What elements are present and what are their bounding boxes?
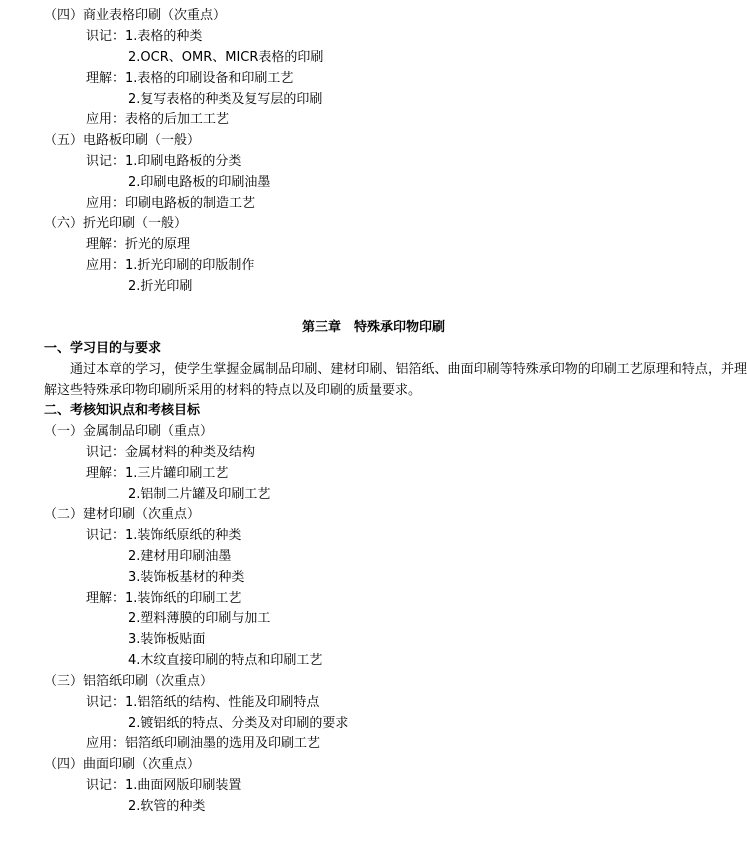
- section-heading: （五）电路板印刷（一般）: [44, 133, 201, 148]
- outline-item: 2.软管的种类: [128, 799, 206, 814]
- outline-item: 识记：1.表格的种类: [86, 29, 203, 44]
- section-heading: （六）折光印刷（一般）: [44, 216, 188, 231]
- outline-item: 识记：1.装饰纸原纸的种类: [86, 528, 242, 543]
- section-heading: （二）建材印刷（次重点）: [44, 507, 201, 522]
- chapter-title: 第三章 特殊承印物印刷: [301, 320, 445, 335]
- outline-item: 应用：表格的后加工工艺: [86, 112, 230, 127]
- outline-item: 应用：1.折光印刷的印版制作: [86, 258, 255, 273]
- outline-item: 理解：1.表格的印刷设备和印刷工艺: [86, 71, 294, 86]
- outline-item: 识记：1.印刷电路板的分类: [86, 154, 242, 169]
- goal-paragraph: 通过本章的学习，使学生掌握金属制品印刷、建材印刷、铝箔纸、曲面印刷等特殊承印物的印刷工艺原理和特点，并理解这些特殊承印物印刷所采用的材料的特点以及印刷的质量要求。: [44, 362, 747, 398]
- outline-item: 2.塑料薄膜的印刷与加工: [128, 611, 271, 626]
- outline-item: 2.建材用印刷油墨: [128, 549, 232, 564]
- outline-item: 理解：1.三片罐印刷工艺: [86, 466, 229, 481]
- subheading-goal: 一、学习目的与要求: [44, 341, 162, 356]
- outline-item: 应用：印刷电路板的制造工艺: [86, 196, 256, 211]
- outline-item: 识记：金属材料的种类及结构: [86, 445, 256, 460]
- outline-item: 理解：折光的原理: [86, 237, 191, 252]
- outline-item: 2.折光印刷: [128, 279, 193, 294]
- outline-item: 3.装饰板基材的种类: [128, 570, 245, 585]
- section-heading: （三）铝箔纸印刷（次重点）: [44, 674, 214, 689]
- subheading-exam: 二、考核知识点和考核目标: [44, 403, 201, 418]
- outline-item: 理解：1.装饰纸的印刷工艺: [86, 591, 242, 606]
- outline-item: 2.印刷电路板的印刷油墨: [128, 175, 271, 190]
- outline-item: 识记：1.铝箔纸的结构、性能及印刷特点: [86, 695, 320, 710]
- outline-item: 2.OCR、OMR、MICR表格的印刷: [128, 50, 324, 65]
- outline-item: 应用：铝箔纸印刷油墨的选用及印刷工艺: [86, 736, 321, 751]
- outline-item: 3.装饰板贴面: [128, 632, 206, 647]
- outline-item: 2.铝制二片罐及印刷工艺: [128, 487, 271, 502]
- outline-item: 识记：1.曲面网版印刷装置: [86, 778, 242, 793]
- section-heading: （一）金属制品印刷（重点）: [44, 424, 214, 439]
- outline-item: 4.木纹直接印刷的特点和印刷工艺: [128, 653, 323, 668]
- outline-item: 2.复写表格的种类及复写层的印刷: [128, 92, 323, 107]
- outline-item: 2.镀铝纸的特点、分类及对印刷的要求: [128, 716, 349, 731]
- section-heading: （四）曲面印刷（次重点）: [44, 757, 201, 772]
- section-heading: （四）商业表格印刷（次重点）: [44, 8, 227, 23]
